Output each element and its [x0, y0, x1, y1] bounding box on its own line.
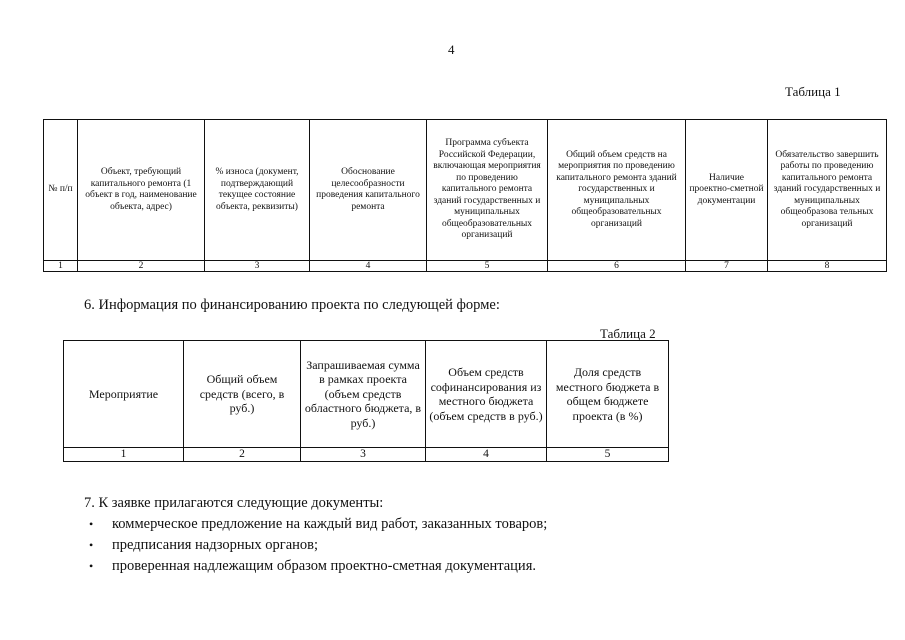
- table2-number-row: [64, 448, 669, 462]
- bullet-icon: •: [89, 517, 94, 531]
- project-objects-table: [43, 119, 887, 272]
- table1-column-number: 3: [205, 261, 310, 272]
- table2-column-number: 2: [184, 448, 301, 462]
- list-item: [84, 557, 547, 575]
- table1-caption: Таблица 1: [785, 84, 841, 99]
- bullet-icon: •: [89, 538, 94, 552]
- table1-column-number: 8: [768, 261, 887, 272]
- list-item-text: коммерческое предложение на каждый вид работ, заказанных товаров;: [112, 516, 548, 532]
- table2-header-cell: Мероприятие: [64, 341, 184, 448]
- table1-header-cell: Объект, требующий капитального ремонта (1 объект в год, наименование объекта, адрес): [78, 120, 205, 261]
- table1-header-cell: Наличие проектно-сметной документации: [686, 120, 768, 261]
- table2-column-number: 5: [547, 448, 669, 462]
- table1-column-number: 4: [310, 261, 427, 272]
- section-7: [84, 495, 547, 578]
- table1-header-row: [44, 120, 887, 261]
- financing-table: [63, 340, 669, 462]
- table1-header-cell: Обязательство завершить работы по проведению капитального ремонта зданий государственных и муниципальных общеобразова тельных организаций: [768, 120, 887, 261]
- table1-header-cell: Обоснование целесообразности проведения капитального ремонта: [310, 120, 427, 261]
- list-item: [84, 515, 547, 533]
- table1-header-cell: Программа субъекта Российской Федерации, включающая мероприятия по проведению капитального ремонта зданий государственных и муниципальных общеобразовательных организаций: [427, 120, 548, 261]
- table1-column-number: 1: [44, 261, 78, 272]
- list-item: [84, 536, 547, 554]
- table1-column-number: 6: [548, 261, 686, 272]
- table2-column-number: 3: [301, 448, 426, 462]
- table2-header-cell: Запрашиваемая сумма в рамках проекта (объем средств областного бюджета, в руб.): [301, 341, 426, 448]
- bullet-icon: •: [89, 559, 94, 573]
- table1-column-number: 5: [427, 261, 548, 272]
- table2-header-row: [64, 341, 669, 448]
- attachments-list: [84, 515, 547, 575]
- table2-header-cell: Доля средств местного бюджета в общем бюджете проекта (в %): [547, 341, 669, 448]
- section-6-heading: 6. Информация по финансированию проекта по следующей форме:: [84, 297, 500, 313]
- table2-column-number: 1: [64, 448, 184, 462]
- table1-column-number: 2: [78, 261, 205, 272]
- table1-header-cell: % износа (документ, подтверждающий текущее состояние объекта, реквизиты): [205, 120, 310, 261]
- page-number: 4: [448, 42, 455, 57]
- list-item-text: проверенная надлежащим образом проектно-сметная документация.: [112, 558, 536, 574]
- table1-header-cell: Общий объем средств на мероприятия по проведению капитального ремонта зданий государственных и муниципальных общеобразовательных организаций: [548, 120, 686, 261]
- table2-header-cell: Объем средств софинансирования из местного бюджета (объем средств в руб.): [426, 341, 547, 448]
- table2-header-cell: Общий объем средств (всего, в руб.): [184, 341, 301, 448]
- table2-column-number: 4: [426, 448, 547, 462]
- table1-number-row: [44, 261, 887, 272]
- section-7-heading: 7. К заявке прилагаются следующие документы:: [84, 495, 384, 511]
- table1-column-number: 7: [686, 261, 768, 272]
- table1-header-cell: № п/п: [44, 120, 78, 261]
- table2-caption: Таблица 2: [600, 326, 656, 341]
- list-item-text: предписания надзорных органов;: [112, 537, 319, 553]
